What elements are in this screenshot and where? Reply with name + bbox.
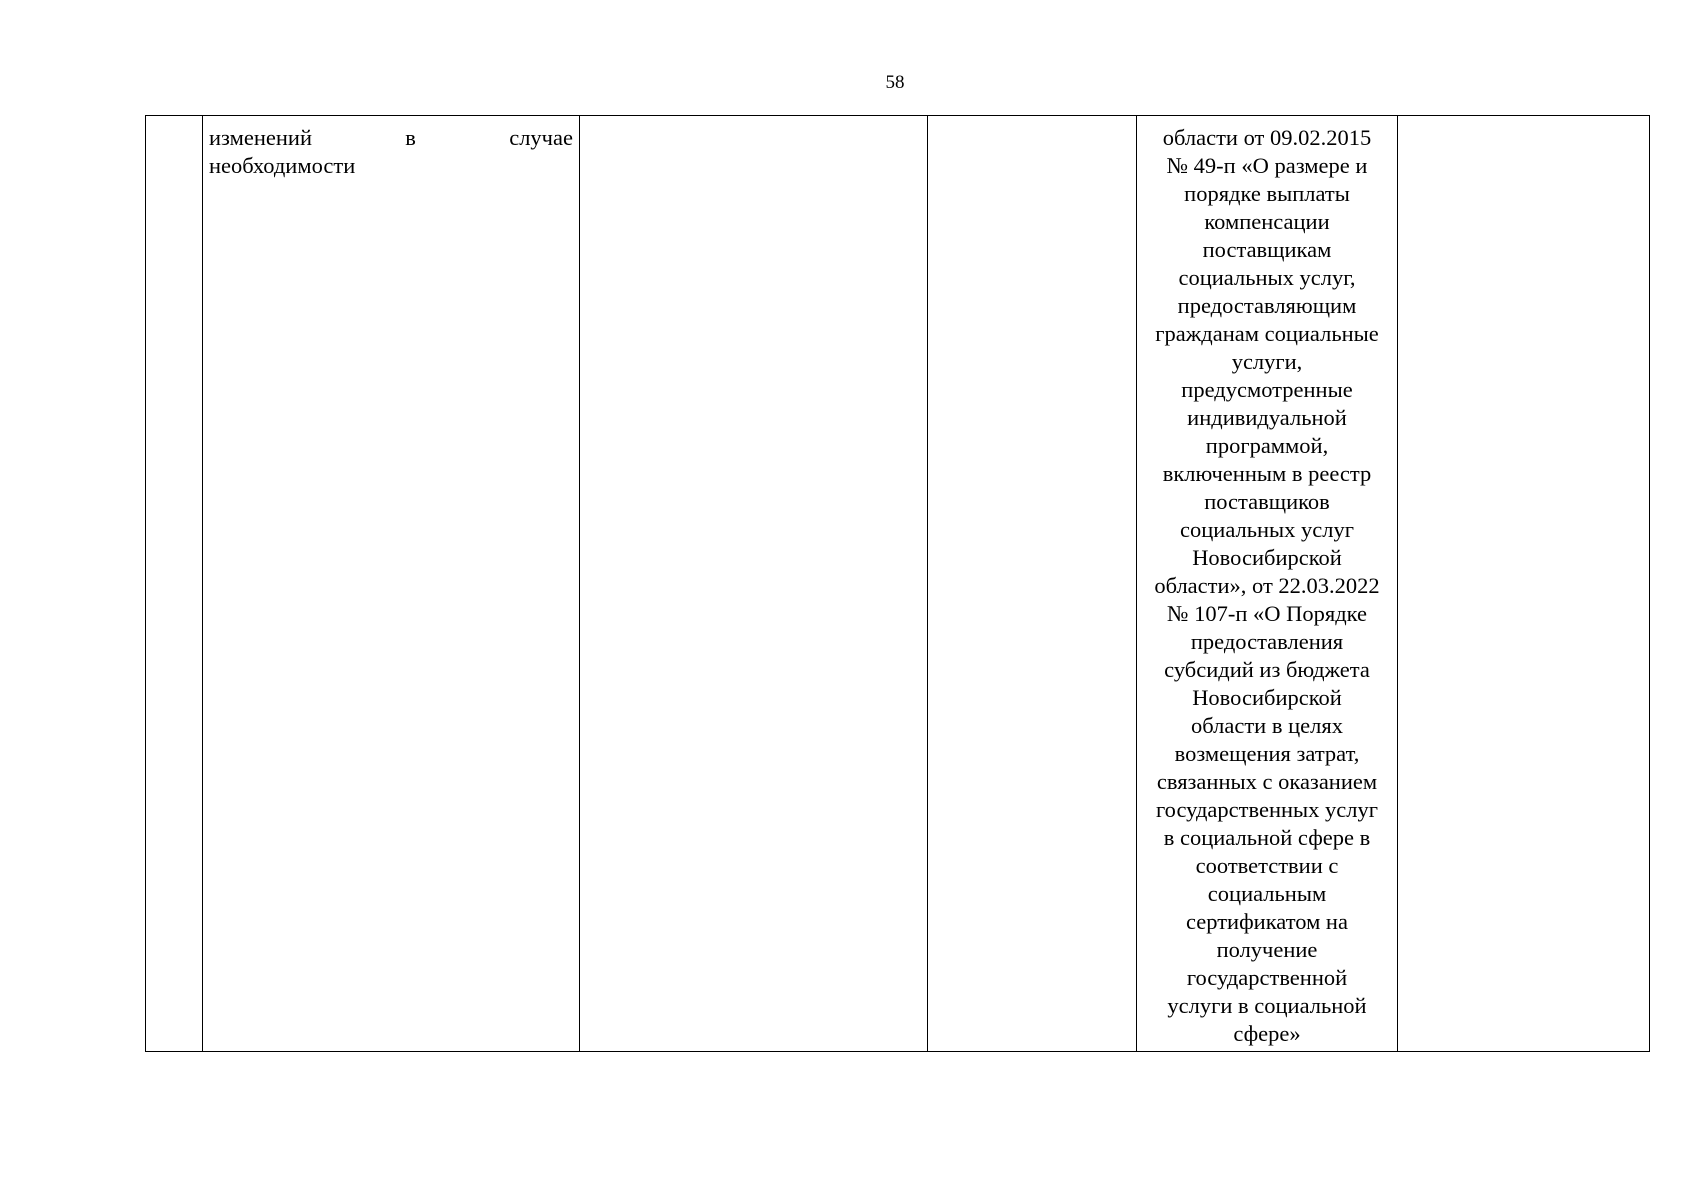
table-cell-empty (1398, 116, 1650, 1052)
legal-reference-line: области в целях (1191, 713, 1343, 738)
description-first-line (209, 124, 573, 152)
legal-reference-line: в социальной сфере в (1163, 825, 1371, 850)
description-second-line: необходимости (209, 153, 356, 178)
legal-reference-line: компенсации (1204, 209, 1330, 234)
legal-reference-line: сфере» (1233, 1021, 1301, 1046)
legal-reference-line: соответствии с (1195, 853, 1339, 878)
description-word: случае (509, 125, 573, 150)
document-table (145, 115, 1650, 1052)
legal-reference-line: социальных услуг, (1178, 265, 1356, 290)
legal-reference-line: поставщикам (1202, 237, 1332, 262)
legal-reference-line: области от 09.02.2015 (1162, 125, 1372, 150)
description-word: в (405, 125, 416, 150)
legal-reference-line: государственных услуг (1155, 797, 1378, 822)
legal-reference-line: социальным (1207, 881, 1327, 906)
legal-reference-line: получение (1216, 937, 1318, 962)
legal-reference-line: включенным в реестр (1162, 461, 1372, 486)
legal-reference-line: сертификатом на (1186, 909, 1348, 934)
legal-reference-line: поставщиков (1204, 489, 1330, 514)
table-cell-empty (580, 116, 928, 1052)
table-cell-number (146, 116, 203, 1052)
legal-reference-line: государственной (1186, 965, 1348, 990)
legal-reference-line: услуги, (1231, 349, 1303, 374)
legal-reference-line: связанных с оказанием (1156, 769, 1378, 794)
legal-reference-line: социальных услуг (1180, 517, 1354, 542)
legal-reference-line: области», от 22.03.2022 (1154, 573, 1380, 598)
legal-reference-line: возмещения затрат, (1174, 741, 1360, 766)
description-word: изменений (209, 125, 312, 150)
legal-reference-line: № 49-п «О размере и (1166, 153, 1368, 178)
legal-reference-line: субсидий из бюджета (1164, 657, 1370, 682)
legal-reference-line: Новосибирской (1192, 685, 1342, 710)
legal-reference-line: предоставляющим (1177, 293, 1357, 318)
legal-reference-line: Новосибирской (1192, 545, 1342, 570)
legal-reference-line: гражданам социальные (1155, 321, 1379, 346)
legal-reference-line: предоставления (1190, 629, 1344, 654)
legal-reference-line: предусмотренные (1181, 377, 1353, 402)
table-row (146, 116, 1650, 1052)
table-cell-legal-reference (1137, 116, 1398, 1052)
legal-reference-line: № 107-п «О Порядке (1166, 601, 1368, 626)
table-cell-empty (928, 116, 1137, 1052)
legal-reference-line: программой, (1205, 433, 1329, 458)
page-number: 58 (885, 72, 905, 93)
table-cell-description (203, 116, 580, 1052)
legal-reference-line: услуги в социальной (1167, 993, 1367, 1018)
legal-reference-line: индивидуальной (1187, 405, 1347, 430)
legal-reference-line: порядке выплаты (1184, 181, 1350, 206)
